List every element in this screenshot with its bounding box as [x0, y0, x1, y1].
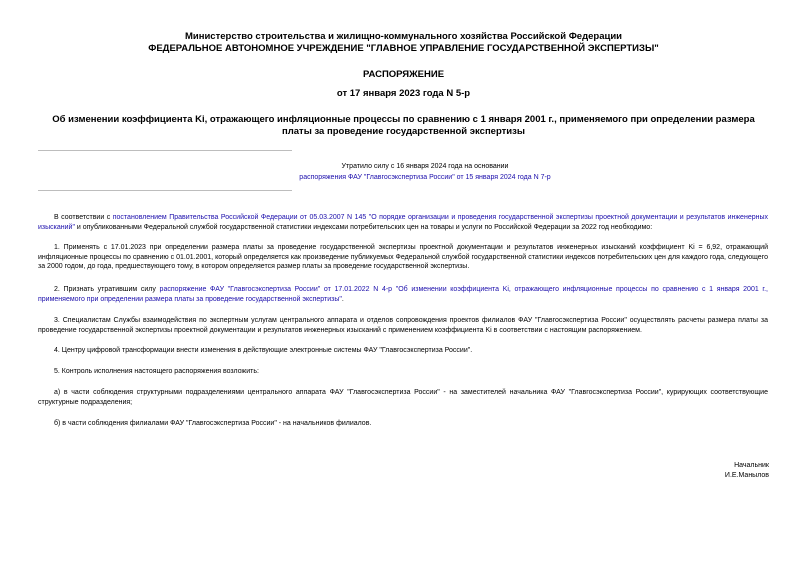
paragraph-4 [38, 346, 768, 356]
paragraph-5a-text: а) в части соблюдения структурными подразделениями центрального аппарата ФАУ "Главгосэкспертиза России" - на заместителей начальника ФАУ "Главгосэкспертиза России", курирующих соответствующие структурные подразделения; [38, 389, 768, 406]
divider-bottom [38, 190, 292, 191]
paragraph-preamble [38, 213, 768, 232]
signatory-name: И.Е.Манылов [724, 472, 769, 479]
repealed-order-link[interactable]: распоряжение ФАУ "Главгосэкспертиза России" от 17.01.2022 N 4-р "Об изменении коэффициента Ki, отражающего инфляционные процессы по сравнению с 1 января 2001 г., применяемого при определении размера платы за проведение государственной экспертизы" [38, 286, 768, 303]
paragraph-1 [38, 243, 768, 272]
paragraph-1-text: 1. Применять с 17.01.2023 при определении размера платы за проведение государственной экспертизы проектной документации и результатов инженерных изысканий коэффициент Ki = 6,92, отражающий инфляционные процессы по сравнению с 01.01.2001, который определяется как произведение публикуемых Федеральной службой государственной статистики индексов потребительских цен для каждого года, следующего за 2000 годом, до года, предшествующего тому, в котором определяется размер платы за проведение государственной экспертизы. [38, 244, 768, 271]
paragraph-2-text-pre: 2. Признать утратившим силу [54, 286, 160, 293]
paragraph-5b [38, 419, 768, 429]
document-date-number: от 17 января 2023 года N 5-р [336, 88, 471, 99]
signatory-position: Начальник [734, 462, 769, 469]
document-title: Об изменении коэффициента Ki, отражающего инфляционные процессы по сравнению с 1 января 2001 г., применяемого при определении размера платы за проведение государственной экспертизы [52, 114, 755, 137]
status-note: Утратило силу с 16 января 2024 года на основании [341, 163, 509, 170]
preamble-text-post: и опубликованными Федеральной службой государственной статистики индексами потребительских цен на товары и услуги по Российской Федерации за 2022 год необходимо: [74, 223, 653, 231]
paragraph-2 [38, 285, 768, 304]
government-decree-link[interactable]: постановлением Правительства Российской Федерации от 05.03.2007 N 145 "О порядке организации и проведения государственной экспертизы проектной документации и результатов инженерных изысканий" [38, 214, 768, 231]
ministry-heading: Министерство строительства и жилищно-коммунального хозяйства Российской Федерации [184, 31, 623, 42]
status-note-line2 [150, 173, 700, 183]
paragraph-4-text: 4. Центру цифровой трансформации внести изменения в действующие электронные системы ФАУ "Главгосэкспертиза России". [54, 347, 473, 354]
document-type: РАСПОРЯЖЕНИЕ [362, 69, 445, 80]
paragraph-5 [38, 367, 768, 377]
paragraph-5-text: 5. Контроль исполнения настоящего распоряжения возложить: [54, 368, 259, 375]
paragraph-2-text-post: . [341, 295, 344, 303]
paragraph-3 [38, 316, 768, 335]
repeal-order-link[interactable]: распоряжения ФАУ "Главгосэкспертиза России" от 15 января 2024 года N 7-р [299, 174, 551, 181]
paragraph-3-text: 3. Специалистам Службы взаимодействия по экспертным услугам центрального аппарата и отделов сопровождения проектов филиалов ФАУ "Главгосэкспертиза России" осуществлять расчеты размера платы за проведение государственной экспертизы проектной документации и результатов инженерных изысканий с применением коэффициента Ki в соответствии с настоящим распоряжением. [38, 317, 768, 334]
preamble-text-pre: В соответствии с [54, 214, 113, 221]
divider-top [38, 150, 292, 151]
paragraph-5a [38, 388, 768, 407]
agency-heading: ФЕДЕРАЛЬНОЕ АВТОНОМНОЕ УЧРЕЖДЕНИЕ "ГЛАВНОЕ УПРАВЛЕНИЕ ГОСУДАРСТВЕННОЙ ЭКСПЕРТИЗЫ" [148, 43, 659, 54]
paragraph-5b-text: б) в части соблюдения филиалами ФАУ "Главгосэкспертиза России" - на начальников филиалов. [54, 420, 372, 427]
